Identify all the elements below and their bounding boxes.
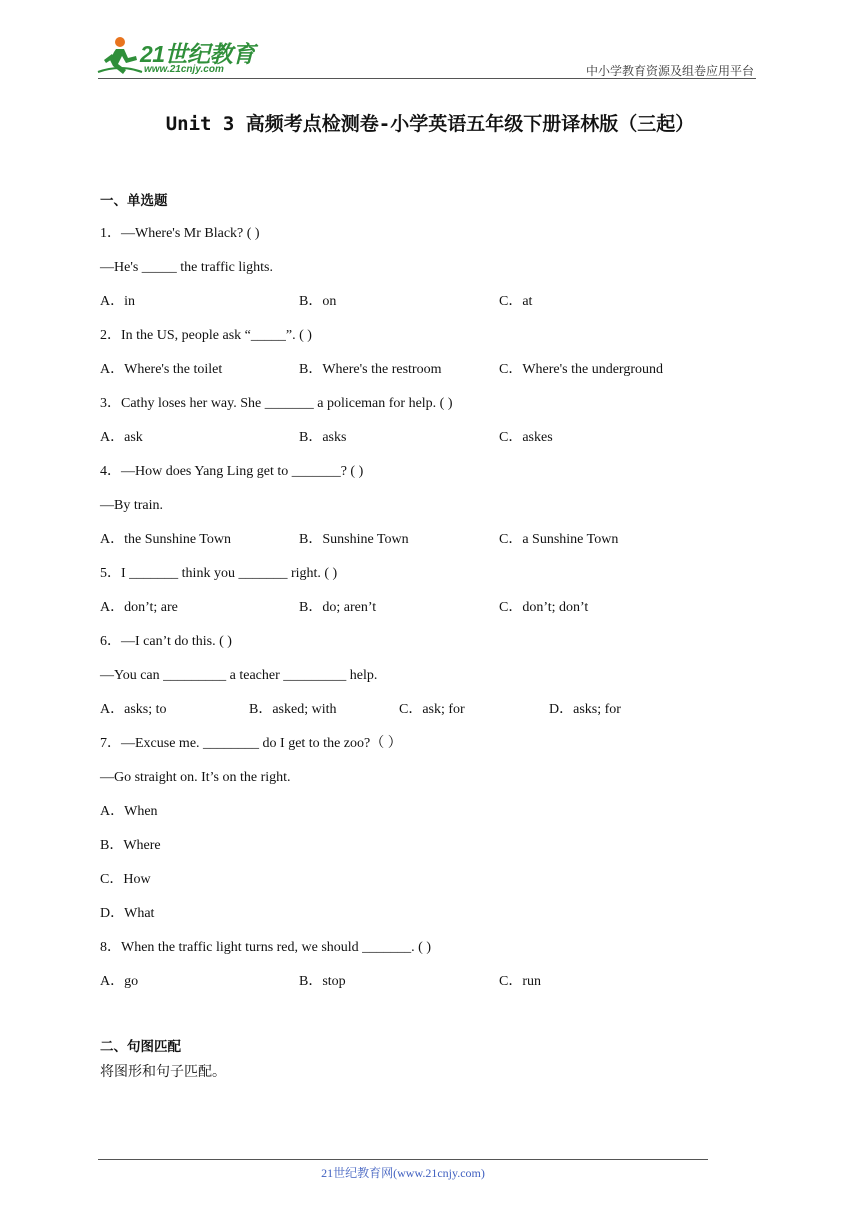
section-instruction: 将图形和句子匹配。: [100, 1065, 226, 1080]
question-8: [100, 938, 740, 1006]
option-a[interactable]: A．asks; to: [100, 702, 167, 717]
option-row: [100, 598, 740, 632]
section-title-2: 二、句图匹配: [100, 1039, 181, 1055]
option-a[interactable]: A．ask: [100, 430, 143, 445]
question-line: —You can _________ a teacher _________ help.: [100, 668, 378, 683]
question-3: [100, 394, 740, 462]
platform-tagline: 中小学教育资源及组卷应用平台: [585, 64, 754, 78]
question-stem: 3．Cathy loses her way. She _______ a policeman for help. ( ): [100, 396, 453, 411]
option-b[interactable]: B．do; aren’t: [299, 600, 377, 615]
runner-icon: [96, 34, 144, 78]
question-line: —Go straight on. It’s on the right.: [100, 770, 291, 785]
option-a[interactable]: A．in: [100, 294, 135, 309]
question-line: —He's _____ the traffic lights.: [100, 260, 273, 275]
option-c[interactable]: C．ask; for: [399, 702, 465, 717]
option-row: [100, 972, 740, 1006]
option-b[interactable]: B．Sunshine Town: [299, 532, 409, 547]
option-b[interactable]: B．Where's the restroom: [299, 362, 442, 377]
option-c[interactable]: C．at: [499, 294, 533, 309]
option-b[interactable]: B．stop: [299, 974, 346, 989]
option-b[interactable]: B．Where: [100, 838, 161, 853]
option-c[interactable]: C．Where's the underground: [499, 362, 664, 377]
option-row: [100, 530, 740, 564]
header-divider: [98, 78, 756, 79]
logo-url: www.21cnjy.com: [144, 64, 224, 75]
page-header: [0, 0, 860, 90]
question-stem: 1．—Where's Mr Black? ( ): [100, 226, 260, 241]
question-content: [100, 190, 740, 1084]
question-2: [100, 326, 740, 394]
question-stem: 4．—How does Yang Ling get to _______? ( ): [100, 464, 364, 479]
option-row: [100, 700, 740, 734]
option-d[interactable]: D．What: [100, 906, 155, 921]
page-title: Unit 3 高频考点检测卷-小学英语五年级下册译林版（三起）: [165, 113, 695, 135]
question-stem: 2．In the US, people ask “_____”. ( ): [100, 328, 312, 343]
question-6: [100, 632, 740, 734]
option-a[interactable]: A．the Sunshine Town: [100, 532, 231, 547]
logo-text: 21世纪教育: [140, 41, 255, 67]
question-5: [100, 564, 740, 632]
footer-link[interactable]: 21世纪教育网(www.21cnjy.com): [321, 1166, 485, 1180]
option-row: [100, 292, 740, 326]
option-d[interactable]: D．asks; for: [549, 702, 621, 717]
site-logo[interactable]: [96, 34, 266, 78]
option-c[interactable]: C．a Sunshine Town: [499, 532, 619, 547]
option-row: [100, 428, 740, 462]
option-b[interactable]: B．asked; with: [249, 702, 337, 717]
option-a[interactable]: A．don’t; are: [100, 600, 178, 615]
option-c[interactable]: C．don’t; don’t: [499, 600, 589, 615]
question-stem: 8．When the traffic light turns red, we should _______. ( ): [100, 940, 432, 955]
question-4: [100, 462, 740, 564]
option-a[interactable]: A．When: [100, 804, 158, 819]
question-7: [100, 734, 740, 938]
option-a[interactable]: A．go: [100, 974, 139, 989]
option-b[interactable]: B．on: [299, 294, 337, 309]
option-c[interactable]: C．How: [100, 872, 151, 887]
option-b[interactable]: B．asks: [299, 430, 347, 445]
question-line: —By train.: [100, 498, 163, 513]
option-a[interactable]: A．Where's the toilet: [100, 362, 223, 377]
footer-divider: [98, 1159, 708, 1160]
section-2: [100, 1036, 740, 1084]
option-c[interactable]: C．run: [499, 974, 541, 989]
question-stem: 7．—Excuse me. ________ do I get to the zoo?（ ）: [100, 736, 402, 751]
question-1: [100, 224, 740, 326]
option-row: [100, 360, 740, 394]
question-stem: 6．—I can’t do this. ( ): [100, 634, 232, 649]
section-title-1: 一、单选题: [100, 193, 168, 209]
question-stem: 5．I _______ think you _______ right. ( ): [100, 566, 338, 581]
option-c[interactable]: C．askes: [499, 430, 553, 445]
